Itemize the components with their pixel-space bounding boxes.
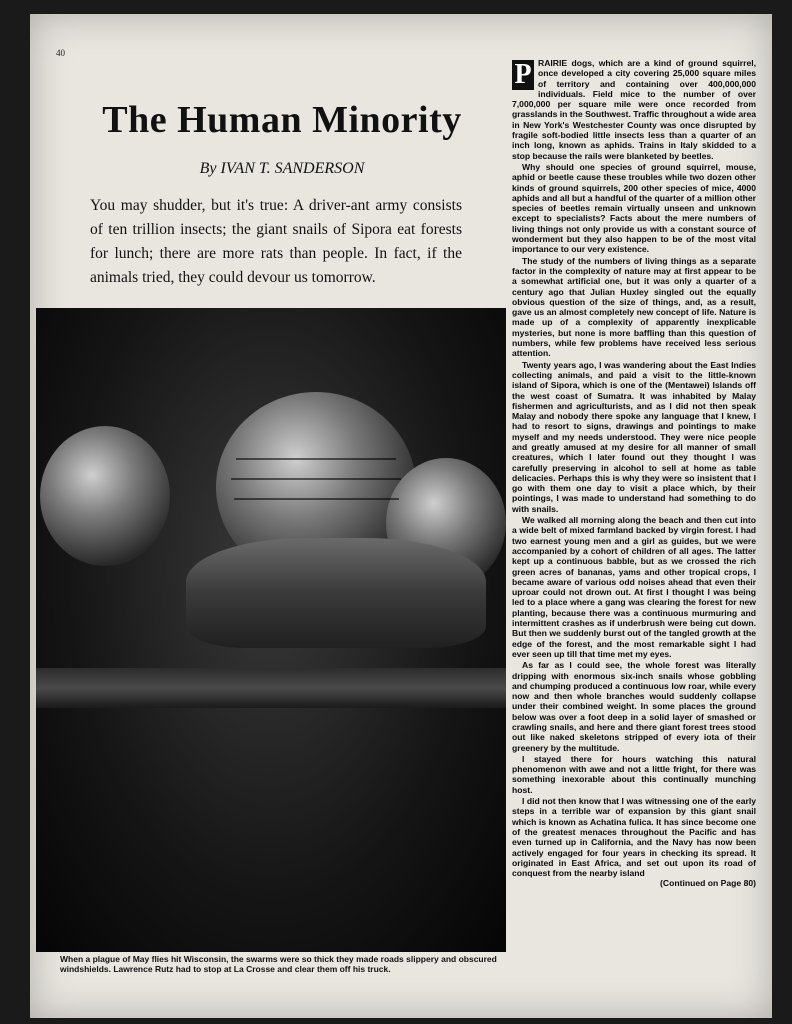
leaf-band bbox=[36, 668, 506, 708]
body-paragraph: The study of the numbers of living things as a separate factor in the complexity of nature may at first appear to be a somewhat artificial one, but it was only a quarter of a century ago that Julian Huxley singled out the equally obvious question of the size of things, and, as a result, gave us an almost completely new concept of life. Nature is made up of a complexity of apparently inexplicable mysteries, but none is more baffling than this question of numbers, while few problems have received less serious attention. bbox=[512, 255, 756, 359]
body-paragraph: As far as I could see, the whole forest was literally dripping with enormous six-inch snails whose gobbling and chumping produced a continuous low roar, while every now and then whole branches would suddenly collapse under their combined weight. In some places the ground below was over a foot deep in a solid layer of smashed or crawling snails, and here and there giant forest trees stood out like naked skeletons stripped of every iota of their greenery by the multitude. bbox=[512, 660, 756, 753]
article-title: The Human Minority bbox=[102, 99, 462, 141]
snail-shell-left bbox=[40, 426, 170, 566]
article-body bbox=[512, 58, 756, 890]
byline: By IVAN T. SANDERSON bbox=[199, 160, 365, 177]
shell-ridge bbox=[234, 498, 399, 500]
body-paragraph: I did not then know that I was witnessing one of the early steps in a terrible war of expansion by this giant snail which is known as Achatina fulica. It has since become one of the greatest menaces throughout the Pacific and has even turned up in California, and the Navy has now been actively engaged for four years in checking its spread. It originated in East Africa, and set out upon its road of conquest from the nearby island (Continued on Page 80) bbox=[512, 796, 756, 889]
body-paragraph: P RAIRIE dogs, which are a kind of ground squirrel, once developed a city covering 25,000 square miles of territory and containing over 400,000,000 individuals. Field mice to the number of over 7,000,000 per square mile were once recorded from grasslands in the Southwest. Traffic throughout a wide area in New York's Westchester County was once disrupted by fragile soft-bodied little insects less than a quarter of an inch long, known as aphids. Trains in Italy skidded to a stop because the rails were blanketed by beetles. bbox=[512, 58, 757, 161]
body-paragraph: I stayed there for hours watching this natural phenomenon with awe and not a little fright, for there was something inexorable about this continually munching host. bbox=[512, 753, 756, 795]
body-paragraph: We walked all morning along the beach and then cut into a wide belt of mixed farmland backed by virgin forest. I had two earnest young men and a girl as guides, but we were accompanied by a cohort of children of all ages. The latter kept up a continuous babble, but as we crossed the rich green acres of bananas, yams and other tropical crops, I became aware of various odd noises ahead that even their uproar could not drown out. At first I thought I was being led to a place where a gang was clearing the forest for new planting, because there was a continuous murmuring and intermittent crashes as if underbrush were being cut down. But then we suddenly burst out of the tangled growth at the edge of the forest, and the most remarkable sight I had ever seen up till that time met my eyes. bbox=[512, 515, 756, 659]
body-paragraph: Twenty years ago, I was wandering about the East Indies collecting animals, and paid a visit to the little-known island of Sipora, which is one of the (Mentawei) Islands off the west coast of Sumatra. It was inhabited by Malay fishermen and agriculturists, and as I did not then speak Malay and nobody there spoke any language that I knew, I had to resort to signs, drawings and pointings to make myself and my needs understood. They were nice people and greatly amused at my desire for all manner of small creatures, which I later found out they thought I was carefully preserving in alcohol to sell at home as table delicacies. Perhaps this is why they were so insistent that I go with them one day to visit a place which, by their pointings, I was made to understand had something to do with snails. bbox=[512, 359, 756, 514]
snail-photo bbox=[36, 308, 506, 952]
continued-note[interactable]: (Continued on Page 80) bbox=[660, 878, 756, 889]
magazine-page bbox=[30, 14, 772, 1018]
snail-body bbox=[186, 538, 486, 648]
page-number: 40 bbox=[56, 48, 65, 58]
shell-ridge bbox=[231, 478, 401, 480]
shell-ridge bbox=[236, 458, 396, 460]
photo-caption: When a plague of May flies hit Wisconsin, the swarms were so thick they made roads slippery and obscured windshields. Lawrence Rutz had to stop at La Crosse and clear them off his truck. bbox=[60, 954, 497, 974]
article-dek: You may shudder, but it's true: A driver-ant army consists of ten trillion insects; the giant snails of Sipora eat forests for lunch; there are more rats than people. In fact, if the animals tried, they could devour us tomorrow. bbox=[90, 197, 462, 286]
drop-cap: P bbox=[512, 60, 534, 90]
body-paragraph: Why should one species of ground squirrel, mouse, aphid or beetle cause these troubles while two dozen other kinds of ground squirrels, 200 other species of mice, 4000 aphids and all but a handful of the quarter of a million other species of beetles remain virtually unseen and unknown except to specialists? Facts about the mere numbers of living things not only provide us with a constant source of wonderment but they also happen to be of the most vital importance to our very existence. bbox=[512, 161, 756, 255]
